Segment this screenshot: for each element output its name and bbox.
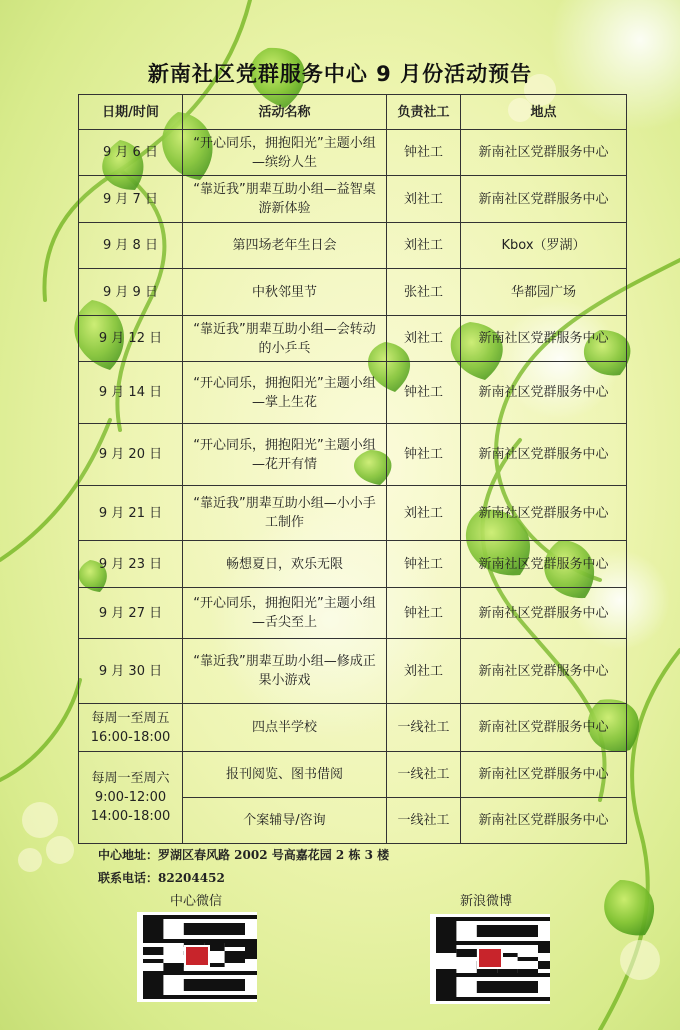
row-location: 新南社区党群服务中心 — [461, 176, 627, 223]
row-location: 华都园广场 — [461, 269, 627, 316]
row-date: 9 月 7 日 — [79, 176, 183, 223]
row-location: 新南社区党群服务中心 — [461, 798, 627, 844]
table-row — [79, 424, 627, 486]
row-worker: 钟社工 — [387, 130, 461, 176]
row-date: 每周一至周六 9:00-12:00 14:00-18:00 — [79, 752, 183, 844]
row-date: 9 月 12 日 — [79, 316, 183, 362]
row-activity: 中秋邻里节 — [183, 269, 387, 316]
row-activity: 四点半学校 — [183, 704, 387, 752]
row-worker: 一线社工 — [387, 798, 461, 844]
table-row — [79, 639, 627, 704]
row-worker: 钟社工 — [387, 424, 461, 486]
row-location: 新南社区党群服务中心 — [461, 130, 627, 176]
qr-wechat-label: 中心微信 — [169, 894, 222, 909]
row-worker: 刘社工 — [387, 486, 461, 541]
row-date: 9 月 23 日 — [79, 541, 183, 588]
table-row — [79, 486, 627, 541]
table-body — [79, 130, 627, 844]
table-row — [79, 176, 627, 223]
row-worker: 刘社工 — [387, 639, 461, 704]
row-activity: “开心同乐，拥抱阳光”主题小组—花开有情 — [183, 424, 387, 486]
row-date: 9 月 30 日 — [79, 639, 183, 704]
row-location: 新南社区党群服务中心 — [461, 639, 627, 704]
row-location: 新南社区党群服务中心 — [461, 704, 627, 752]
row-worker: 刘社工 — [387, 176, 461, 223]
row-date: 9 月 21 日 — [79, 486, 183, 541]
row-activity: “靠近我”朋辈互助小组—会转动的小乒乓 — [183, 316, 387, 362]
row-location: 新南社区党群服务中心 — [461, 486, 627, 541]
table-row — [79, 316, 627, 362]
table-row — [79, 362, 627, 424]
row-worker: 张社工 — [387, 269, 461, 316]
row-activity: 报刊阅览、图书借阅 — [183, 752, 387, 798]
row-date: 9 月 20 日 — [79, 424, 183, 486]
row-activity: “靠近我”朋辈互助小组—益智桌游新体验 — [183, 176, 387, 223]
table-row — [79, 269, 627, 316]
table-row — [79, 130, 627, 176]
row-date: 9 月 6 日 — [79, 130, 183, 176]
row-location: 新南社区党群服务中心 — [461, 362, 627, 424]
row-location: 新南社区党群服务中心 — [461, 316, 627, 362]
row-activity: 第四场老年生日会 — [183, 223, 387, 269]
activity-schedule-table — [78, 94, 627, 844]
row-activity: “开心同乐，拥抱阳光”主题小组—掌上生花 — [183, 362, 387, 424]
contact-phone: 联系电话：82204452 — [98, 871, 225, 885]
table-row — [79, 223, 627, 269]
row-activity: “开心同乐，拥抱阳光”主题小组—缤纷人生 — [183, 130, 387, 176]
center-address: 中心地址：罗湖区春风路 2002 号高嘉花园 2 栋 3 楼 — [98, 848, 390, 862]
wechat-qr-code[interactable] — [137, 912, 257, 1002]
row-worker: 钟社工 — [387, 362, 461, 424]
header-location: 地点 — [461, 95, 627, 130]
row-date: 9 月 27 日 — [79, 588, 183, 639]
row-worker: 一线社工 — [387, 704, 461, 752]
row-location: 新南社区党群服务中心 — [461, 541, 627, 588]
table-row — [79, 541, 627, 588]
row-worker: 钟社工 — [387, 588, 461, 639]
row-location: 新南社区党群服务中心 — [461, 588, 627, 639]
table-row — [79, 588, 627, 639]
row-activity: “靠近我”朋辈互助小组—小小手工制作 — [183, 486, 387, 541]
row-location: Kbox（罗湖） — [461, 223, 627, 269]
qr-weibo-label: 新浪微博 — [459, 894, 512, 909]
row-activity: “靠近我”朋辈互助小组—修成正果小游戏 — [183, 639, 387, 704]
header-activity: 活动名称 — [183, 95, 387, 130]
table-row — [79, 704, 627, 752]
row-location: 新南社区党群服务中心 — [461, 752, 627, 798]
page-title: 新南社区党群服务中心 9 月份活动预告 — [147, 62, 533, 86]
row-worker: 一线社工 — [387, 752, 461, 798]
table-header-row — [79, 95, 627, 130]
row-worker: 刘社工 — [387, 316, 461, 362]
weibo-qr-code[interactable] — [430, 914, 550, 1004]
header-worker: 负责社工 — [387, 95, 461, 130]
row-activity: 个案辅导/咨询 — [183, 798, 387, 844]
row-date: 每周一至周五 16:00-18:00 — [79, 704, 183, 752]
row-activity: “开心同乐，拥抱阳光”主题小组—舌尖至上 — [183, 588, 387, 639]
header-date: 日期/时间 — [79, 95, 183, 130]
row-date: 9 月 8 日 — [79, 223, 183, 269]
row-activity: 畅想夏日，欢乐无限 — [183, 541, 387, 588]
table-row — [79, 752, 627, 798]
row-location: 新南社区党群服务中心 — [461, 424, 627, 486]
row-worker: 钟社工 — [387, 541, 461, 588]
row-date: 9 月 14 日 — [79, 362, 183, 424]
row-date: 9 月 9 日 — [79, 269, 183, 316]
row-worker: 刘社工 — [387, 223, 461, 269]
